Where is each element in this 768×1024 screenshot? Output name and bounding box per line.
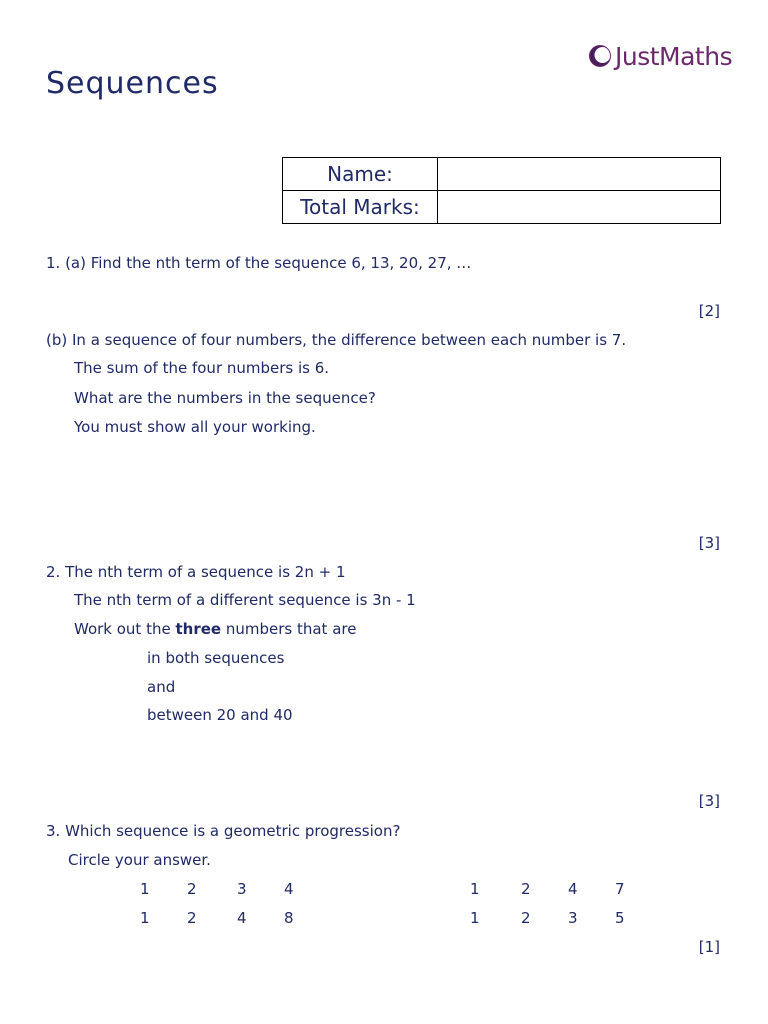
q2-cond3: between 20 and 40 bbox=[147, 706, 293, 724]
crescent-moon-icon bbox=[588, 44, 612, 68]
seq-b-term: 7 bbox=[615, 880, 625, 898]
name-label: Name: bbox=[283, 158, 438, 191]
seq-c-term: 2 bbox=[187, 909, 197, 927]
seq-a-term: 1 bbox=[140, 880, 150, 898]
seq-a-term: 4 bbox=[284, 880, 294, 898]
q1b-line1: (b) In a sequence of four numbers, the difference between each number is 7. bbox=[46, 331, 627, 349]
student-info-table bbox=[282, 157, 721, 224]
q3-line2: Circle your answer. bbox=[68, 851, 211, 869]
justmaths-logo bbox=[588, 38, 732, 74]
q1b-line3: What are the numbers in the sequence? bbox=[74, 389, 376, 407]
q2-line3-post: numbers that are bbox=[221, 620, 357, 638]
q2-line3-pre: Work out the bbox=[74, 620, 176, 638]
q1a-marks: [2] bbox=[698, 302, 720, 320]
q2-line2: The nth term of a different sequence is 3n - 1 bbox=[74, 591, 416, 609]
seq-d-term: 1 bbox=[470, 909, 480, 927]
seq-b-term: 4 bbox=[568, 880, 578, 898]
seq-c-term: 4 bbox=[237, 909, 247, 927]
q2-cond1: in both sequences bbox=[147, 649, 285, 667]
q1b-marks: [3] bbox=[698, 534, 720, 552]
q2-cond2: and bbox=[147, 678, 176, 696]
seq-d-term: 5 bbox=[615, 909, 625, 927]
seq-d-term: 2 bbox=[521, 909, 531, 927]
q3-marks: [1] bbox=[698, 938, 720, 956]
q2-line3-bold: three bbox=[175, 620, 222, 638]
logo-text: JustMaths bbox=[615, 41, 733, 71]
seq-c-term: 1 bbox=[140, 909, 150, 927]
q1b-line4: You must show all your working. bbox=[74, 418, 316, 436]
total-marks-label: Total Marks: bbox=[283, 191, 438, 224]
total-marks-field[interactable] bbox=[438, 191, 721, 224]
seq-c-term: 8 bbox=[284, 909, 294, 927]
q2-line1: 2. The nth term of a sequence is 2n + 1 bbox=[46, 563, 346, 581]
seq-a-term: 3 bbox=[237, 880, 247, 898]
q2-marks: [3] bbox=[698, 792, 720, 810]
q2-line3 bbox=[74, 620, 356, 638]
name-field[interactable] bbox=[438, 158, 721, 191]
seq-a-term: 2 bbox=[187, 880, 197, 898]
q1a-text: 1. (a) Find the nth term of the sequence 6, 13, 20, 27, … bbox=[46, 254, 472, 272]
page-title: Sequences bbox=[46, 66, 219, 101]
seq-d-term: 3 bbox=[568, 909, 578, 927]
seq-b-term: 1 bbox=[470, 880, 480, 898]
q3-line1: 3. Which sequence is a geometric progression? bbox=[46, 822, 401, 840]
q1b-line2: The sum of the four numbers is 6. bbox=[74, 359, 330, 377]
seq-b-term: 2 bbox=[521, 880, 531, 898]
